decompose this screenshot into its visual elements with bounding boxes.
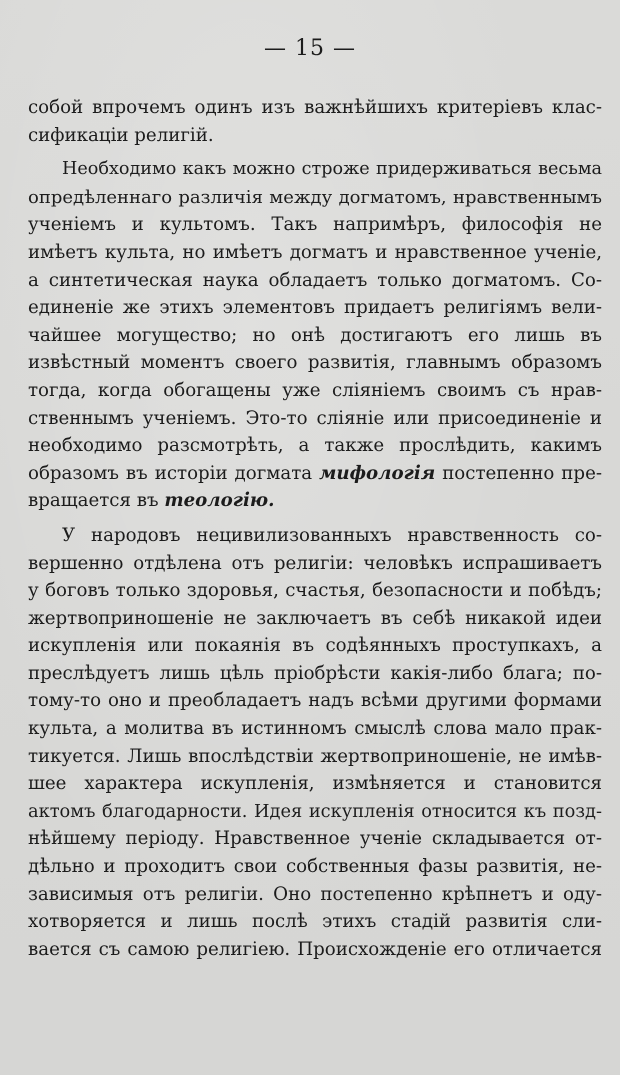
- text-run: постепенно пре-: [442, 462, 602, 484]
- paragraph-3: [28, 522, 602, 964]
- text-line: тому-то оно и преобладаетъ надъ всѣми другими формами: [28, 690, 602, 712]
- text-line: Необходимо какъ можно строже придерживаться весьма: [62, 159, 602, 180]
- text-line: сификаціи религій.: [28, 124, 214, 146]
- text-line: имѣетъ культа, но имѣетъ догматъ и нравственное ученіе,: [28, 241, 602, 263]
- paragraph-2: [28, 156, 602, 515]
- paragraph-1: [28, 94, 602, 149]
- text-line: чайшее могущество; но онѣ достигаютъ его лишь въ: [28, 324, 602, 346]
- italic-term-theology: теологію.: [164, 490, 275, 512]
- text-line-mixed: [28, 487, 602, 515]
- text-line: вается съ самою религіею. Происхожденіе его отличается: [28, 938, 602, 960]
- text-line: хотворяется и лишь послѣ этихъ стадій развитія сли-: [28, 911, 602, 933]
- text-line: тикуется. Лишь впослѣдствіи жертвоприношеніе, не имѣв-: [28, 745, 602, 767]
- text-line: преслѣдуетъ лишь цѣль пріобрѣсти какія-либо блага; по-: [28, 662, 602, 684]
- text-line: необходимо разсмотрѣть, а также прослѣдить, какимъ: [28, 435, 602, 457]
- text-line: собой впрочемъ одинъ изъ важнѣйшихъ критеріевъ клас-: [28, 97, 602, 118]
- text-line: а синтетическая наука обладаетъ только догматомъ. Со-: [28, 269, 602, 291]
- text-run: вращается въ: [28, 490, 159, 512]
- text-line: шее характера искупленія, измѣняется и становится: [28, 773, 602, 795]
- text-line: ственнымъ ученіемъ. Это-то сліяніе или присоединеніе и: [28, 407, 602, 429]
- text-line: культа, а молитва въ истинномъ смыслѣ слова мало прак-: [28, 718, 602, 740]
- text-run: образомъ въ исторіи догмата: [28, 462, 313, 484]
- text-line: вершенно отдѣлена отъ религіи: человѣкъ испрашиваетъ: [28, 552, 602, 574]
- page-number: — 15 —: [264, 36, 356, 61]
- text-line: жертвоприношеніе не заключаетъ въ себѣ никакой идеи: [28, 607, 602, 629]
- text-line: у боговъ только здоровья, счастья, безопасности и побѣдъ;: [28, 580, 602, 602]
- text-line: ученіемъ и культомъ. Такъ напримѣръ, философія не: [28, 214, 602, 236]
- text-line: дѣльно и проходитъ свои собственныя фазы развитія, не-: [28, 856, 602, 878]
- text-line: искупленія или покаянія въ содѣянныхъ проступкахъ, а: [28, 635, 602, 657]
- text-line: извѣстный моментъ своего развитія, главнымъ образомъ: [28, 352, 602, 374]
- text-line: нѣйшему періоду. Нравственное ученіе складывается от-: [28, 828, 602, 850]
- italic-term-mythology: мифологія: [319, 462, 436, 484]
- text-line: единеніе же этихъ элементовъ придаетъ религіямъ вели-: [28, 297, 602, 319]
- text-line-mixed: [28, 460, 602, 488]
- text-line: актомъ благодарности. Идея искупленія относится къ позд-: [28, 800, 602, 822]
- body-text: [28, 94, 602, 963]
- text-line: тогда, когда обогащены уже сліяніемъ своимъ съ нрав-: [28, 379, 602, 401]
- text-line: У народовъ нецивилизованныхъ нравственность со-: [62, 524, 602, 546]
- text-line: зависимыя отъ религіи. Оно постепенно крѣпнетъ и оду-: [28, 883, 602, 905]
- text-line: опредѣленнаго различія между догматомъ, нравственнымъ: [28, 186, 602, 208]
